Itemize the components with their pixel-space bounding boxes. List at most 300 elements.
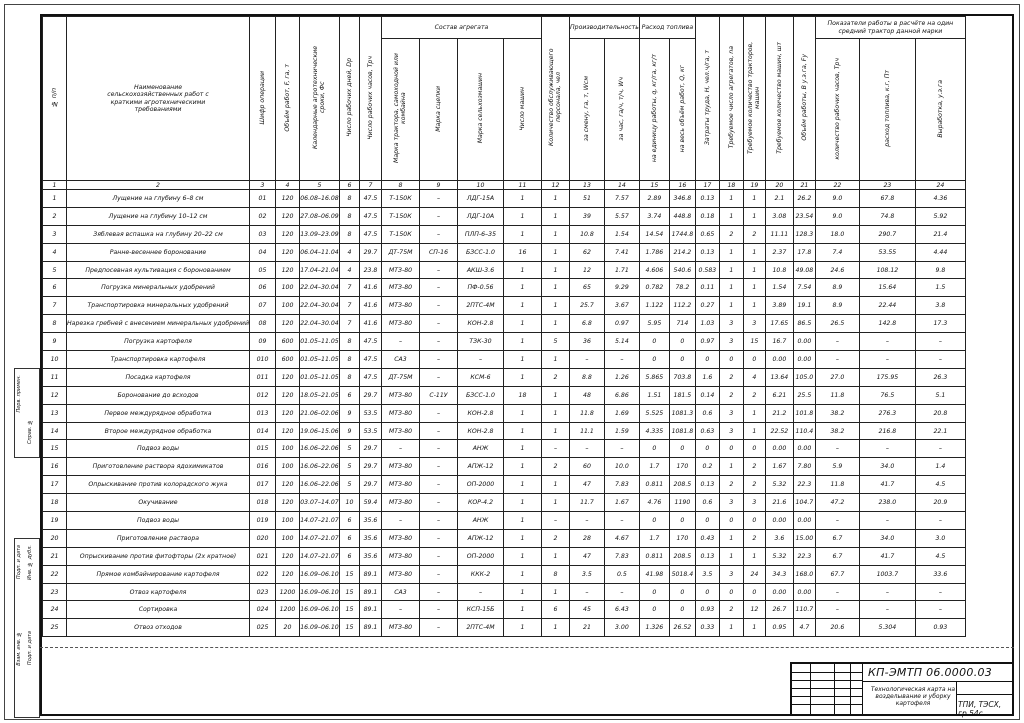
table-cell: 0.6 (695, 404, 719, 422)
table-cell: КОН-2.8 (457, 422, 503, 440)
table-cell: 120 (275, 243, 299, 261)
table-row (43, 512, 966, 530)
table-cell: 9.0 (815, 207, 859, 225)
table-cell: 29.7 (359, 386, 381, 404)
table-row (43, 565, 966, 583)
table-cell: 8 (339, 225, 359, 243)
table-cell: 1 (719, 297, 743, 315)
table-cell: 1 (719, 261, 743, 279)
th-prod-shift: за смену, га, т, Wсм (569, 39, 604, 181)
table-cell: 6 (339, 386, 359, 404)
table-cell: 1190 (669, 494, 695, 512)
table-cell: 2 (743, 476, 765, 494)
table-cell: 112.2 (669, 297, 695, 315)
table-cell: 019 (249, 512, 275, 530)
table-cell: 1 (541, 315, 569, 333)
table-cell: 2 (743, 458, 765, 476)
table-cell: 5.14 (604, 333, 639, 351)
table-cell: 448.8 (669, 207, 695, 225)
table-cell: – (859, 512, 915, 530)
table-cell: 025 (249, 619, 275, 637)
th-tractors: Требуемое количество тракторов, машин (743, 17, 765, 181)
table-cell: 0.00 (793, 333, 815, 351)
table-cell: 3.5 (695, 565, 719, 583)
table-cell: БЗСС-1.0 (457, 386, 503, 404)
table-cell: 13 (43, 404, 67, 422)
side-label-4: Взам. инв. № (16, 631, 22, 666)
table-cell: 1081.8 (669, 422, 695, 440)
column-number: 2 (67, 181, 250, 190)
table-cell: Погрузка минеральных удобрений (67, 279, 250, 297)
table-cell: 7.83 (604, 547, 639, 565)
table-cell: 1 (541, 190, 569, 208)
table-cell: 1.67 (765, 458, 793, 476)
column-number: 3 (249, 181, 275, 190)
table-cell: 2 (719, 368, 743, 386)
table-cell: 3.89 (765, 297, 793, 315)
table-cell: 7.83 (604, 476, 639, 494)
table-cell: – (419, 261, 457, 279)
side-label-1: Справ. № (27, 419, 33, 445)
table-cell: 1 (743, 190, 765, 208)
table-cell: 0.14 (695, 386, 719, 404)
table-cell: 346.8 (669, 190, 695, 208)
table-cell: 5.32 (765, 547, 793, 565)
table-cell: 0 (669, 351, 695, 369)
table-cell: – (419, 404, 457, 422)
table-cell: 3 (719, 404, 743, 422)
table-cell: 16 (503, 243, 541, 261)
table-cell: Лущение на глубину 10–12 см (67, 207, 250, 225)
table-cell: 1 (541, 297, 569, 315)
table-cell: 600 (275, 333, 299, 351)
table-cell: 23.8 (359, 261, 381, 279)
table-cell: – (457, 583, 503, 601)
table-cell: 21.06–02.06 (299, 404, 339, 422)
table-cell: – (915, 601, 965, 619)
table-cell: 11.11 (765, 225, 793, 243)
table-cell: 06 (249, 279, 275, 297)
table-cell: 1 (743, 261, 765, 279)
table-cell: Сортировка (67, 601, 250, 619)
table-cell: – (569, 512, 604, 530)
table-cell: 29.7 (359, 458, 381, 476)
table-cell: 2 (541, 529, 569, 547)
table-cell: 8 (339, 368, 359, 386)
table-cell: 0.13 (695, 190, 719, 208)
table-cell: 5.32 (765, 476, 793, 494)
table-cell: 100 (275, 279, 299, 297)
table-cell: 1 (43, 190, 67, 208)
table-cell: 0 (639, 512, 669, 530)
table-cell: 47 (569, 547, 604, 565)
table-cell: 4.36 (915, 190, 965, 208)
table-cell: 1 (541, 583, 569, 601)
table-cell: АПЖ-12 (457, 458, 503, 476)
table-cell: 1 (503, 583, 541, 601)
table-cell: 14.07–21.07 (299, 512, 339, 530)
table-cell: 168.0 (793, 565, 815, 583)
table-cell: 128.3 (793, 225, 815, 243)
table-cell: 0.93 (915, 619, 965, 637)
table-cell: 1 (503, 476, 541, 494)
table-row (43, 404, 966, 422)
table-cell: 1 (719, 529, 743, 547)
table-cell: 41.6 (359, 315, 381, 333)
table-cell: 1 (743, 279, 765, 297)
table-cell: 19.06–15.06 (299, 422, 339, 440)
table-cell: 5.865 (639, 368, 669, 386)
table-cell: – (419, 583, 457, 601)
table-cell: 3.8 (915, 297, 965, 315)
table-cell: – (915, 333, 965, 351)
table-cell: 3.5 (569, 565, 604, 583)
table-cell: 1 (719, 243, 743, 261)
table-cell: 1.5 (915, 279, 965, 297)
table-cell: 101.8 (793, 404, 815, 422)
table-cell: 24 (743, 565, 765, 583)
table-cell: МТЗ-80 (381, 422, 419, 440)
table-cell: 9 (339, 404, 359, 422)
table-cell: 1 (503, 279, 541, 297)
table-cell: МТЗ-80 (381, 547, 419, 565)
table-cell: 0.00 (793, 512, 815, 530)
table-cell: 65 (569, 279, 604, 297)
table-cell: ПЛП-6–35 (457, 225, 503, 243)
table-row (43, 529, 966, 547)
table-cell: 5.304 (859, 619, 915, 637)
table-cell: ПФ-0.56 (457, 279, 503, 297)
table-cell: 110.4 (793, 422, 815, 440)
th-machine-count: Число машин (503, 39, 541, 181)
table-cell: 04 (249, 243, 275, 261)
table-cell: 10 (339, 494, 359, 512)
table-cell: 05 (249, 261, 275, 279)
table-cell: 1200 (275, 601, 299, 619)
table-cell: 53.5 (359, 404, 381, 422)
table-cell: 2 (541, 368, 569, 386)
table-cell: 3 (719, 333, 743, 351)
th-n: № п/п (43, 17, 67, 181)
table-cell: 47.5 (359, 225, 381, 243)
table-cell: 1 (503, 422, 541, 440)
table-cell: 16 (43, 458, 67, 476)
table-cell: 47.5 (359, 368, 381, 386)
table-cell: 3.74 (639, 207, 669, 225)
table-cell: 100 (275, 512, 299, 530)
table-cell: 1 (743, 619, 765, 637)
table-cell: 41.98 (639, 565, 669, 583)
table-cell: 20.9 (915, 494, 965, 512)
table-cell: 1.4 (915, 458, 965, 476)
table-cell: 0 (669, 333, 695, 351)
table-cell: 290.7 (859, 225, 915, 243)
table-cell: – (915, 583, 965, 601)
table-cell: 15 (743, 333, 765, 351)
table-cell: 022 (249, 565, 275, 583)
table-cell: 34.3 (765, 565, 793, 583)
table-cell: 2ПТС-4М (457, 297, 503, 315)
table-cell: 170 (669, 529, 695, 547)
table-cell: 714 (669, 315, 695, 333)
th-std-output: Выработка, у.э.га (915, 39, 965, 181)
table-cell: 19.1 (793, 297, 815, 315)
table-cell: СП-16 (419, 243, 457, 261)
table-cell: 11.8 (815, 386, 859, 404)
table-cell: МТЗ-80 (381, 386, 419, 404)
bottom-dashed-line (40, 647, 1014, 648)
table-cell: 1 (541, 225, 569, 243)
table-cell: 17.8 (793, 243, 815, 261)
table-cell: 11.8 (569, 404, 604, 422)
table-cell: 08 (249, 315, 275, 333)
table-cell: 2 (743, 386, 765, 404)
table-cell: – (604, 440, 639, 458)
table-cell: 110.7 (793, 601, 815, 619)
table-cell: 4.5 (915, 476, 965, 494)
table-cell: 175.95 (859, 368, 915, 386)
table-cell: Нарезка гребней с внесением минеральных удобрений (67, 315, 250, 333)
table-cell: 12 (743, 601, 765, 619)
table-cell: 7 (339, 315, 359, 333)
table-cell: 0.33 (695, 619, 719, 637)
table-cell: 1 (503, 190, 541, 208)
table-cell: 120 (275, 494, 299, 512)
th-tractor: Марка трактора, самоходной или комбайна (381, 39, 419, 181)
table-cell: 1081.3 (669, 404, 695, 422)
table-cell: 8.8 (569, 368, 604, 386)
table-cell: Т-150К (381, 190, 419, 208)
table-cell: 1 (743, 297, 765, 315)
table-cell: 120 (275, 368, 299, 386)
table-cell: Посадка картофеля (67, 368, 250, 386)
table-cell: 8.9 (815, 297, 859, 315)
table-cell: Приготовление раствора (67, 529, 250, 547)
table-cell: ДТ-75М (381, 368, 419, 386)
table-cell: 8 (541, 565, 569, 583)
table-cell: 100 (275, 458, 299, 476)
table-cell: 8 (339, 333, 359, 351)
table-cell: 1 (503, 440, 541, 458)
table-body (43, 190, 966, 637)
table-cell: 35.6 (359, 512, 381, 530)
column-number: 9 (419, 181, 457, 190)
table-cell: 0 (669, 440, 695, 458)
table-cell: 1 (503, 351, 541, 369)
table-cell: Лущение на глубину 6–8 см (67, 190, 250, 208)
table-cell: 0.811 (639, 547, 669, 565)
table-cell: 67.8 (859, 190, 915, 208)
th-hitch: Марка сцепки (419, 39, 457, 181)
th-prod-hour: за час, га/ч, т/ч, Wч (604, 39, 639, 181)
table-cell: 0 (639, 351, 669, 369)
table-cell: 1 (743, 207, 765, 225)
table-cell: 1.6 (695, 368, 719, 386)
table-cell: 0 (639, 601, 669, 619)
table-cell: 120 (275, 225, 299, 243)
table-cell: 0 (695, 583, 719, 601)
table-cell: 22.3 (793, 476, 815, 494)
table-cell: 0.00 (765, 583, 793, 601)
table-cell: ТЗК-30 (457, 333, 503, 351)
table-cell: 11.8 (815, 476, 859, 494)
table-cell: 5.95 (639, 315, 669, 333)
table-cell: 6 (339, 529, 359, 547)
table-cell: 17.3 (915, 315, 965, 333)
table-cell: – (815, 512, 859, 530)
table-cell: 1 (503, 404, 541, 422)
table-cell: 5 (43, 261, 67, 279)
table-cell: 6.86 (604, 386, 639, 404)
table-cell: 74.8 (859, 207, 915, 225)
table-cell: 14 (43, 422, 67, 440)
table-cell: 89.1 (359, 565, 381, 583)
table-cell: 3.00 (604, 619, 639, 637)
table-cell: 09 (249, 333, 275, 351)
table-cell: 18.05–21.05 (299, 386, 339, 404)
table-cell: 7 (43, 297, 67, 315)
table-cell: МТЗ-80 (381, 565, 419, 583)
table-cell: – (859, 351, 915, 369)
table-cell: 7 (339, 297, 359, 315)
table-cell: 021 (249, 547, 275, 565)
table-cell: 2.37 (765, 243, 793, 261)
table-cell: 0 (639, 333, 669, 351)
table-cell: 1 (541, 547, 569, 565)
table-cell: Опрыскивание против колорадского жука (67, 476, 250, 494)
table-cell: 22.04–30.04 (299, 297, 339, 315)
table-cell: 6 (339, 547, 359, 565)
table-cell: 51 (569, 190, 604, 208)
table-cell: 7.54 (793, 279, 815, 297)
table-cell: ДТ-75М (381, 243, 419, 261)
table-cell: – (419, 225, 457, 243)
table-cell: – (815, 351, 859, 369)
table-cell: 22.04–30.04 (299, 279, 339, 297)
table-cell: 0 (743, 512, 765, 530)
table-cell: Боронование до всходов (67, 386, 250, 404)
table-cell: 23.54 (793, 207, 815, 225)
table-cell: 6 (339, 512, 359, 530)
table-cell: 0.00 (765, 512, 793, 530)
table-cell: 120 (275, 315, 299, 333)
table-cell: 22.3 (793, 547, 815, 565)
table-cell: 3 (743, 315, 765, 333)
table-cell: 27.08–06.09 (299, 207, 339, 225)
table-cell: 0.00 (765, 351, 793, 369)
table-cell: 120 (275, 547, 299, 565)
table-cell: – (915, 351, 965, 369)
table-cell: МТЗ-80 (381, 619, 419, 637)
table-cell: 16.09–06.10 (299, 601, 339, 619)
table-cell: 7.80 (793, 458, 815, 476)
table-cell: 01.05–11.05 (299, 333, 339, 351)
table-cell: 13.09–23.09 (299, 225, 339, 243)
table-cell: Опрыскивание против фитофторы (2x кратное) (67, 547, 250, 565)
table-cell: 15 (339, 601, 359, 619)
table-cell: – (381, 333, 419, 351)
column-number: 15 (639, 181, 669, 190)
table-cell: 015 (249, 440, 275, 458)
table-cell: 67.7 (815, 565, 859, 583)
table-cell: 29.7 (359, 243, 381, 261)
table-cell: 1.786 (639, 243, 669, 261)
table-cell: – (419, 529, 457, 547)
table-cell: Приготовление раствора ядохимикатов (67, 458, 250, 476)
table-cell: 45 (569, 601, 604, 619)
column-number: 4 (275, 181, 299, 190)
table-cell: 2 (743, 225, 765, 243)
table-cell: – (815, 583, 859, 601)
table-cell: 276.3 (859, 404, 915, 422)
table-cell: 208.5 (669, 476, 695, 494)
th-fuel-rate: на единицу работы, q, кг/га, кг/т (639, 39, 669, 181)
table-cell: Погрузка картофеля (67, 333, 250, 351)
table-cell: – (381, 512, 419, 530)
table-cell: 1.7 (639, 529, 669, 547)
table-cell: Предпосевная культивация с боронованием (67, 261, 250, 279)
table-cell: 15.64 (859, 279, 915, 297)
table-cell: – (419, 297, 457, 315)
table-cell: МТЗ-80 (381, 529, 419, 547)
column-number: 8 (381, 181, 419, 190)
document-title: Технологическая карта на возделывание и уборку картофеля (870, 686, 956, 708)
th-fuel-total: на весь объём работ, Q, кг (669, 39, 695, 181)
table-cell: 5.92 (915, 207, 965, 225)
table-cell: – (419, 619, 457, 637)
th-dates: Календарные агротехнические сроки, Фс (299, 17, 339, 181)
table-cell: – (419, 601, 457, 619)
table-cell: 1.69 (604, 404, 639, 422)
table-cell: 0.93 (695, 601, 719, 619)
table-cell: 3 (719, 422, 743, 440)
table-cell: 48 (569, 386, 604, 404)
table-cell: 36 (569, 333, 604, 351)
table-cell: 14.07–21.07 (299, 547, 339, 565)
table-cell: 5.57 (604, 207, 639, 225)
table-cell: 15 (339, 583, 359, 601)
table-cell: 1 (541, 619, 569, 637)
column-number: 12 (541, 181, 569, 190)
table-cell: 120 (275, 565, 299, 583)
table-cell: 12 (569, 261, 604, 279)
table-cell: МТЗ-80 (381, 458, 419, 476)
column-number: 1 (43, 181, 67, 190)
table-cell: 0 (695, 512, 719, 530)
table-cell: 47.5 (359, 351, 381, 369)
th-std-fuel: расход топлива, к.г, Пт (859, 39, 915, 181)
table-cell: 9.8 (915, 261, 965, 279)
table-cell: – (419, 494, 457, 512)
table-cell: 0.811 (639, 476, 669, 494)
table-cell: 0 (639, 440, 669, 458)
table-cell: 25.7 (569, 297, 604, 315)
side-label-3: Инв. № дубл. (27, 545, 33, 581)
table-cell: 1 (541, 476, 569, 494)
table-cell: Транспортировка картофеля (67, 351, 250, 369)
table-cell: 47.5 (359, 190, 381, 208)
table-cell: 11.1 (569, 422, 604, 440)
table-cell: 18 (43, 494, 67, 512)
table-cell: 10 (43, 351, 67, 369)
table-cell: АПЖ-12 (457, 529, 503, 547)
table-cell: 214.2 (669, 243, 695, 261)
table-cell: 22.52 (765, 422, 793, 440)
table-cell: 01.05–11.05 (299, 368, 339, 386)
table-cell: 1.54 (604, 225, 639, 243)
table-cell: 18.0 (815, 225, 859, 243)
table-cell: 16.09–06.10 (299, 583, 339, 601)
